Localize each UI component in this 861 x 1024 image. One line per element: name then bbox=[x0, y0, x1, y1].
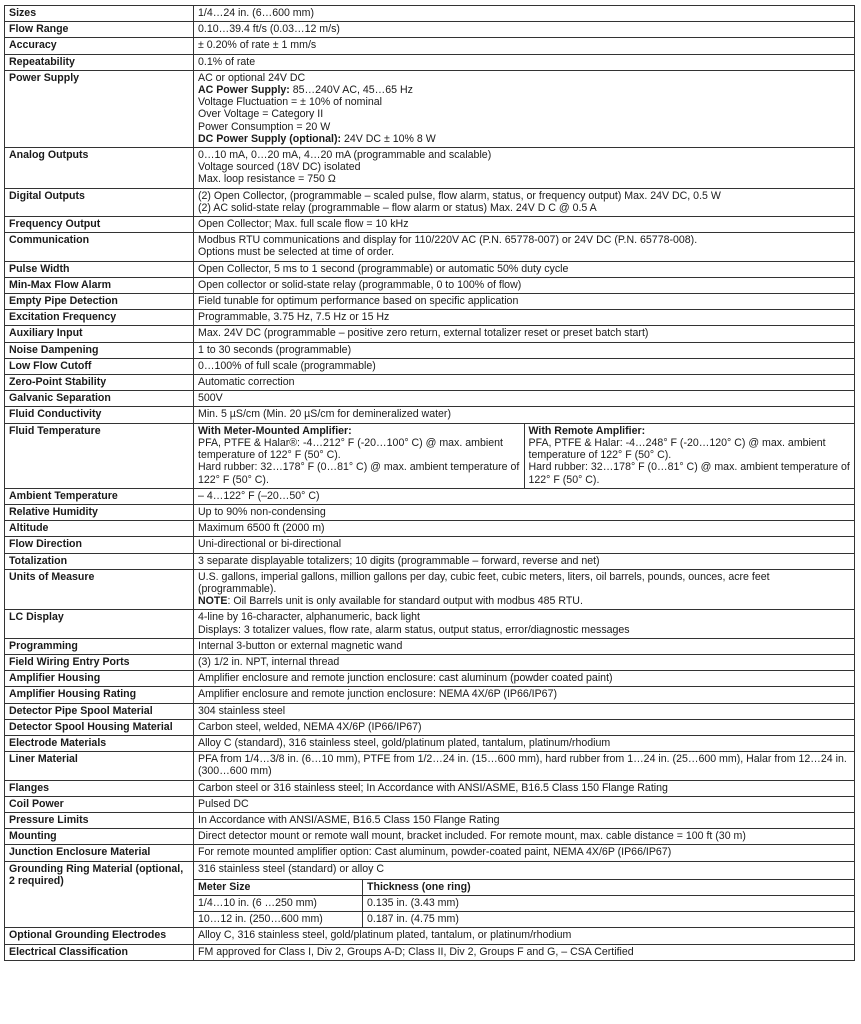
row-value: Pulsed DC bbox=[194, 796, 855, 812]
table-row bbox=[5, 407, 855, 423]
value-line: Voltage Fluctuation = ± 10% of nominal bbox=[198, 96, 382, 109]
row-value: For remote mounted amplifier option: Cast aluminum, powder-coated paint, NEMA 4X/6P (IP66/IP67) bbox=[194, 845, 855, 861]
table-row bbox=[5, 391, 855, 407]
note-text: : Oil Barrels unit is only available for standard output with modbus 485 RTU. bbox=[227, 595, 583, 608]
row-label: Digital Outputs bbox=[5, 188, 194, 216]
row-value: – 4…122° F (–20…50° C) bbox=[194, 488, 855, 504]
row-value bbox=[194, 423, 855, 488]
table-row bbox=[5, 928, 855, 944]
table-row bbox=[5, 537, 855, 553]
row-value bbox=[194, 569, 855, 610]
row-label: Low Flow Cutoff bbox=[5, 358, 194, 374]
row-value: 3 separate displayable totalizers; 10 digits (programmable – forward, reverse and net) bbox=[194, 553, 855, 569]
table-row bbox=[5, 654, 855, 670]
row-value: 0.10…39.4 ft/s (0.03…12 m/s) bbox=[194, 22, 855, 38]
value-line: 316 stainless steel (standard) or alloy C bbox=[198, 862, 385, 875]
row-label: Electrode Materials bbox=[5, 735, 194, 751]
table-row bbox=[5, 796, 855, 812]
subtable-row bbox=[194, 895, 854, 911]
subtable-row bbox=[194, 912, 854, 928]
cell: 1/4…10 in. (6 …250 mm) bbox=[194, 895, 363, 911]
row-value: Alloy C (standard), 316 stainless steel, gold/platinum plated, tantalum, platinum/rhodium bbox=[194, 735, 855, 751]
table-row-lc-display bbox=[5, 610, 855, 638]
row-label: Ambient Temperature bbox=[5, 488, 194, 504]
row-label: Grounding Ring Material (optional, 2 required) bbox=[5, 861, 194, 928]
row-value: Field tunable for optimum performance based on specific application bbox=[194, 294, 855, 310]
row-value: PFA from 1/4…3/8 in. (6…10 mm), PTFE from 1/2…24 in. (15…600 mm), hard rubber from 1…24 in. (25…600 mm), Halar from 12…24 in. (300…600 mm) bbox=[194, 752, 855, 780]
value-text: 85…240V AC, 45…65 Hz bbox=[289, 84, 413, 97]
table-row bbox=[5, 261, 855, 277]
row-value: Maximum 6500 ft (2000 m) bbox=[194, 521, 855, 537]
value-bold: DC Power Supply (optional): bbox=[198, 132, 342, 145]
row-label: Analog Outputs bbox=[5, 148, 194, 189]
table-row bbox=[5, 326, 855, 342]
row-label: Frequency Output bbox=[5, 217, 194, 233]
row-value: 1 to 30 seconds (programmable) bbox=[194, 342, 855, 358]
value-line: Power Consumption = 20 W bbox=[198, 120, 331, 133]
value-line: U.S. gallons, imperial gallons, million gallons per day, cubic feet, cubic meters, liters, oil barrels, pounds, ounces, acre feet (programmable). bbox=[198, 570, 770, 595]
row-label: Accuracy bbox=[5, 38, 194, 54]
table-row bbox=[5, 358, 855, 374]
row-value: Min. 5 µS/cm (Min. 20 µS/cm for demineralized water) bbox=[194, 407, 855, 423]
value-line: Voltage sourced (18V DC) isolated bbox=[198, 161, 361, 174]
row-value: Uni-directional or bi-directional bbox=[194, 537, 855, 553]
specifications-table bbox=[4, 5, 855, 961]
row-label: Detector Spool Housing Material bbox=[5, 719, 194, 735]
row-value: Amplifier enclosure and remote junction enclosure: NEMA 4X/6P (IP66/IP67) bbox=[194, 687, 855, 703]
table-row bbox=[5, 521, 855, 537]
table-row bbox=[5, 342, 855, 358]
value-line bbox=[198, 84, 850, 96]
value-line: (2) Open Collector, (programmable – scaled pulse, flow alarm, status, or frequency output) Max. 24V DC, 0.5 W bbox=[198, 189, 721, 202]
table-row-units-of-measure bbox=[5, 569, 855, 610]
row-value: Amplifier enclosure and remote junction enclosure: cast aluminum (powder coated paint) bbox=[194, 671, 855, 687]
cell: 0.187 in. (4.75 mm) bbox=[363, 912, 855, 928]
table-row bbox=[5, 310, 855, 326]
value-line: Displays: 3 totalizer values, flow rate, alarm status, output status, error/diagnostic messages bbox=[198, 623, 630, 636]
row-label: Pressure Limits bbox=[5, 812, 194, 828]
table-row-analog-outputs bbox=[5, 148, 855, 189]
row-label: Communication bbox=[5, 233, 194, 261]
cell: 0.135 in. (3.43 mm) bbox=[363, 895, 855, 911]
table-row bbox=[5, 488, 855, 504]
table-row bbox=[5, 277, 855, 293]
row-value bbox=[194, 233, 855, 261]
row-value: Open Collector; Max. full scale flow = 10 kHz bbox=[194, 217, 855, 233]
table-row bbox=[5, 504, 855, 520]
row-value bbox=[194, 70, 855, 147]
row-label: Optional Grounding Electrodes bbox=[5, 928, 194, 944]
value-line: AC or optional 24V DC bbox=[198, 71, 306, 84]
subtable-header-row bbox=[194, 879, 854, 895]
column-header: Thickness (one ring) bbox=[363, 879, 855, 895]
row-label: Junction Enclosure Material bbox=[5, 845, 194, 861]
row-value bbox=[194, 148, 855, 189]
row-label: Amplifier Housing bbox=[5, 671, 194, 687]
row-label: Amplifier Housing Rating bbox=[5, 687, 194, 703]
row-value: Open collector or solid-state relay (programmable, 0 to 100% of flow) bbox=[194, 277, 855, 293]
value-line: Over Voltage = Category II bbox=[198, 108, 324, 121]
table-row bbox=[5, 217, 855, 233]
remote-amplifier-column bbox=[524, 424, 855, 488]
value-line: Modbus RTU communications and display for 110/220V AC (P.N. 65778-007) or 24V DC (P.N. 65778-008). bbox=[198, 234, 698, 247]
value-text: 24V DC ± 10% 8 W bbox=[341, 132, 436, 145]
row-label: Flow Direction bbox=[5, 537, 194, 553]
table-row bbox=[5, 294, 855, 310]
table-row bbox=[5, 703, 855, 719]
value-line: 4-line by 16-character, alphanumeric, back light bbox=[198, 611, 420, 624]
row-value: Open Collector, 5 ms to 1 second (programmable) or automatic 50% duty cycle bbox=[194, 261, 855, 277]
table-row bbox=[5, 719, 855, 735]
row-label: Noise Dampening bbox=[5, 342, 194, 358]
table-row bbox=[5, 944, 855, 960]
row-label: Relative Humidity bbox=[5, 504, 194, 520]
row-value: Carbon steel or 316 stainless steel; In Accordance with ANSI/ASME, B16.5 Class 150 Flange Rating bbox=[194, 780, 855, 796]
table-row-fluid-temperature bbox=[5, 423, 855, 488]
table-row-communication bbox=[5, 233, 855, 261]
table-row bbox=[5, 780, 855, 796]
table-row bbox=[5, 812, 855, 828]
row-value bbox=[194, 610, 855, 638]
column-heading: With Remote Amplifier: bbox=[528, 424, 646, 437]
grounding-ring-subtable bbox=[194, 879, 854, 928]
note-label: NOTE bbox=[198, 595, 228, 608]
row-value: In Accordance with ANSI/ASME, B16.5 Class 150 Flange Rating bbox=[194, 812, 855, 828]
value-line bbox=[198, 595, 850, 607]
table-row bbox=[5, 6, 855, 22]
row-label: Altitude bbox=[5, 521, 194, 537]
row-value: ± 0.20% of rate ± 1 mm/s bbox=[194, 38, 855, 54]
value-line: Options must be selected at time of order. bbox=[198, 246, 395, 259]
row-label: Pulse Width bbox=[5, 261, 194, 277]
value-line: Max. loop resistance = 750 Ω bbox=[198, 173, 336, 186]
row-value: 1/4…24 in. (6…600 mm) bbox=[194, 6, 855, 22]
row-label: Units of Measure bbox=[5, 569, 194, 610]
row-label: LC Display bbox=[5, 610, 194, 638]
table-row bbox=[5, 687, 855, 703]
row-label: Coil Power bbox=[5, 796, 194, 812]
row-value: Alloy C, 316 stainless steel, gold/platinum plated, tantalum, or platinum/rhodium bbox=[194, 928, 855, 944]
row-label: Mounting bbox=[5, 829, 194, 845]
value-line: (2) AC solid-state relay (programmable – flow alarm or status) Max. 24V D C @ 0.5 A bbox=[198, 201, 597, 214]
table-row-digital-outputs bbox=[5, 188, 855, 216]
row-label: Fluid Conductivity bbox=[5, 407, 194, 423]
column-header: Meter Size bbox=[194, 879, 363, 895]
table-row bbox=[5, 22, 855, 38]
row-label: Flow Range bbox=[5, 22, 194, 38]
row-label: Excitation Frequency bbox=[5, 310, 194, 326]
value-bold: AC Power Supply: bbox=[198, 84, 290, 97]
row-value: 0.1% of rate bbox=[194, 54, 855, 70]
row-value: (3) 1/2 in. NPT, internal thread bbox=[194, 654, 855, 670]
row-label: Electrical Classification bbox=[5, 944, 194, 960]
row-value: Up to 90% non-condensing bbox=[194, 504, 855, 520]
row-label: Zero-Point Stability bbox=[5, 375, 194, 391]
row-value: Automatic correction bbox=[194, 375, 855, 391]
row-value: 500V bbox=[194, 391, 855, 407]
value-line bbox=[198, 133, 850, 145]
row-label: Liner Material bbox=[5, 752, 194, 780]
row-value bbox=[194, 188, 855, 216]
table-row bbox=[5, 845, 855, 861]
row-value: 304 stainless steel bbox=[194, 703, 855, 719]
row-value: Internal 3-button or external magnetic wand bbox=[194, 638, 855, 654]
row-value: 0…100% of full scale (programmable) bbox=[194, 358, 855, 374]
row-label: Auxiliary Input bbox=[5, 326, 194, 342]
row-label: Power Supply bbox=[5, 70, 194, 147]
value-line: 0…10 mA, 0…20 mA, 4…20 mA (programmable and scalable) bbox=[198, 149, 492, 162]
row-label: Galvanic Separation bbox=[5, 391, 194, 407]
row-label: Field Wiring Entry Ports bbox=[5, 654, 194, 670]
row-label: Sizes bbox=[5, 6, 194, 22]
row-label: Repeatability bbox=[5, 54, 194, 70]
table-row bbox=[5, 671, 855, 687]
meter-mounted-column bbox=[194, 424, 524, 488]
table-row bbox=[5, 375, 855, 391]
row-label: Flanges bbox=[5, 780, 194, 796]
table-row-grounding-ring bbox=[5, 861, 855, 928]
row-value: Programmable, 3.75 Hz, 7.5 Hz or 15 Hz bbox=[194, 310, 855, 326]
column-text: PFA, PTFE & Halar®: -4…212° F (-20…100° C) @ max. ambient temperature of 122° F (50° C). Hard rubber: 32…178° F (0…81° C) @ max. ambient temperature of 122° F (50° C). bbox=[198, 436, 520, 486]
table-row bbox=[5, 638, 855, 654]
row-value: FM approved for Class I, Div 2, Groups A-D; Class II, Div 2, Groups F and G, – CSA Certified bbox=[194, 944, 855, 960]
table-row bbox=[5, 54, 855, 70]
cell: 10…12 in. (250…600 mm) bbox=[194, 912, 363, 928]
row-label: Totalization bbox=[5, 553, 194, 569]
table-row bbox=[5, 829, 855, 845]
row-label: Min-Max Flow Alarm bbox=[5, 277, 194, 293]
row-value: Direct detector mount or remote wall mount, bracket included. For remote mount, max. cable distance = 100 ft (30 m) bbox=[194, 829, 855, 845]
row-value: Carbon steel, welded, NEMA 4X/6P (IP66/IP67) bbox=[194, 719, 855, 735]
column-heading: With Meter-Mounted Amplifier: bbox=[198, 424, 352, 437]
row-value bbox=[194, 861, 855, 928]
table-row bbox=[5, 735, 855, 751]
row-value: Max. 24V DC (programmable – positive zero return, external totalizer reset or preset batch start) bbox=[194, 326, 855, 342]
table-row bbox=[5, 38, 855, 54]
table-row bbox=[5, 553, 855, 569]
row-label: Detector Pipe Spool Material bbox=[5, 703, 194, 719]
table-row bbox=[5, 752, 855, 780]
row-label: Programming bbox=[5, 638, 194, 654]
row-label: Empty Pipe Detection bbox=[5, 294, 194, 310]
table-row-power-supply bbox=[5, 70, 855, 147]
row-label: Fluid Temperature bbox=[5, 423, 194, 488]
column-text: PFA, PTFE & Halar: -4…248° F (-20…120° C) @ max. ambient temperature of 122° F (50° C). Hard rubber: 32…178° F (0…81° C) @ max. ambient temperature of 122° F (50° C). bbox=[528, 436, 850, 486]
